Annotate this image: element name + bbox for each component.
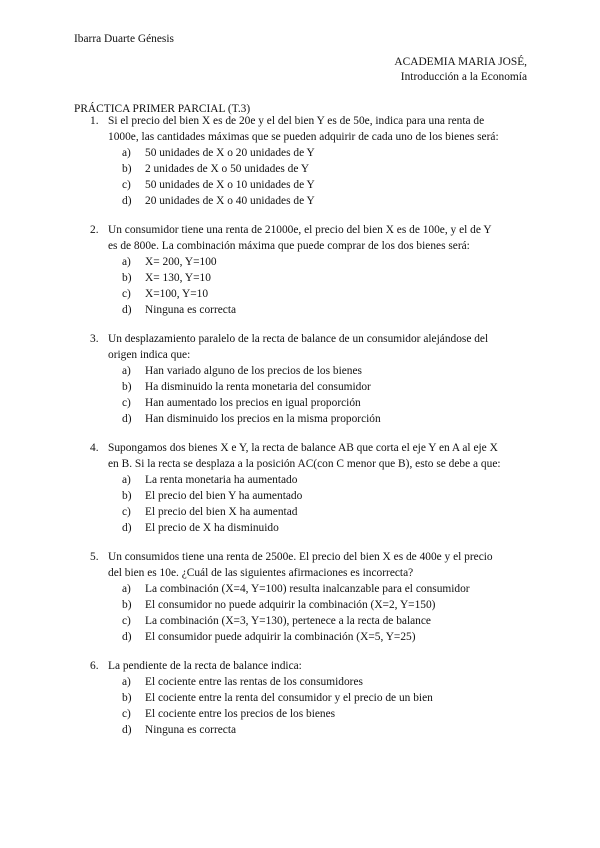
question-text-line: Un desplazamiento paralelo de la recta de balance de un consumidor alejándose del [108,333,489,345]
question-list [74,113,528,751]
answer-option [108,722,528,738]
answer-option [108,504,528,520]
option-letter: c) [122,397,131,409]
option-text: X= 200, Y=100 [145,256,217,268]
question-3 [74,331,528,427]
option-letter: d) [122,413,132,425]
option-letter: b) [122,272,132,284]
answer-option [108,629,528,645]
answer-option [108,395,528,411]
answer-option [108,411,528,427]
option-letter: a) [122,583,131,595]
answer-option [108,145,528,161]
answer-option [108,270,528,286]
option-letter: d) [122,195,132,207]
answer-option [108,286,528,302]
question-text-line: es de 800e. La combinación máxima que puede comprar de los dos bienes será: [108,240,470,252]
answer-option [108,674,528,690]
option-text: El consumidor puede adquirir la combinación (X=5, Y=25) [145,631,416,643]
subject-name: Introducción a la Economía [400,71,527,83]
answer-option [108,488,528,504]
option-text: El precio de X ha disminuido [145,522,279,534]
option-letter: c) [122,179,131,191]
answer-option [108,302,528,318]
option-text: 20 unidades de X o 40 unidades de Y [145,195,315,207]
option-text: El cociente entre las rentas de los consumidores [145,676,363,688]
option-letter: a) [122,676,131,688]
option-text: El cociente entre los precios de los bienes [145,708,336,720]
option-letter: d) [122,631,132,643]
answer-option [108,597,528,613]
answer-option [108,254,528,270]
option-letter: c) [122,506,131,518]
question-text-line: del bien es 10e. ¿Cuál de las siguientes afirmaciones es incorrecta? [108,567,414,579]
option-letter: a) [122,474,131,486]
option-letter: b) [122,599,132,611]
option-text: La renta monetaria ha aumentado [145,474,298,486]
institution-name: ACADEMIA MARIA JOSÉ, [394,56,527,68]
question-number: 6. [90,660,99,672]
option-text: La combinación (X=3, Y=130), pertenece a la recta de balance [145,615,431,627]
option-letter: c) [122,288,131,300]
document-title: PRÁCTICA PRIMER PARCIAL (T.3) [74,103,251,115]
author-name: Ibarra Duarte Génesis [74,33,174,45]
question-number: 2. [90,224,99,236]
option-letter: b) [122,490,132,502]
question-text-line: origen indica que: [108,349,191,361]
answer-option [108,690,528,706]
option-text: Han variado alguno de los precios de los bienes [145,365,362,377]
option-text: 2 unidades de X o 50 unidades de Y [145,163,310,175]
question-1 [74,113,528,209]
option-letter: a) [122,365,131,377]
answer-option [108,363,528,379]
option-text: X=100, Y=10 [145,288,209,300]
option-text: El consumidor no puede adquirir la combinación (X=2, Y=150) [145,599,436,611]
option-text: Ninguna es correcta [145,304,237,316]
option-text: El precio del bien X ha aumentad [145,506,298,518]
option-text: El precio del bien Y ha aumentado [145,490,303,502]
question-text-line: Un consumidor tiene una renta de 21000e, el precio del bien X es de 100e, y el de Y [108,224,492,236]
option-text: Ha disminuido la renta monetaria del consumidor [145,381,371,393]
option-letter: a) [122,256,131,268]
question-6 [74,658,528,738]
option-text: 50 unidades de X o 20 unidades de Y [145,147,315,159]
question-number: 3. [90,333,99,345]
answer-option [108,379,528,395]
option-text: La combinación (X=4, Y=100) resulta inalcanzable para el consumidor [145,583,470,595]
question-number: 4. [90,442,99,454]
option-text: Ninguna es correcta [145,724,237,736]
question-text-line: Un consumidos tiene una renta de 2500e. El precio del bien X es de 400e y el precio [108,551,493,563]
answer-option [108,520,528,536]
question-text-line: en B. Si la recta se desplaza a la posición AC(con C menor que B), esto se debe a que: [108,458,501,470]
option-letter: d) [122,522,132,534]
answer-option [108,177,528,193]
question-text-line: Supongamos dos bienes X e Y, la recta de balance AB que corta el eje Y en A al eje X [108,442,498,454]
question-4 [74,440,528,536]
question-text-line: Si el precio del bien X es de 20e y el del bien Y es de 50e, indica para una renta de [108,115,485,127]
option-letter: b) [122,692,132,704]
option-text: El cociente entre la renta del consumidor y el precio de un bien [145,692,433,704]
answer-option [108,581,528,597]
option-text: Han disminuido los precios en la misma proporción [145,413,381,425]
question-text-line: La pendiente de la recta de balance indica: [108,660,302,672]
answer-option [108,161,528,177]
option-text: 50 unidades de X o 10 unidades de Y [145,179,315,191]
option-letter: d) [122,724,132,736]
answer-option [108,706,528,722]
answer-option [108,472,528,488]
question-number: 1. [90,115,99,127]
answer-option [108,613,528,629]
option-text: X= 130, Y=10 [145,272,211,284]
option-letter: c) [122,615,131,627]
question-2 [74,222,528,318]
option-text: Han aumentado los precios en igual proporción [145,397,361,409]
question-5 [74,549,528,645]
answer-option [108,193,528,209]
option-letter: c) [122,708,131,720]
option-letter: b) [122,163,132,175]
option-letter: b) [122,381,132,393]
option-letter: d) [122,304,132,316]
question-number: 5. [90,551,99,563]
option-letter: a) [122,147,131,159]
question-text-line: 1000e, las cantidades máximas que se pueden adquirir de cada uno de los bienes será: [108,131,499,143]
